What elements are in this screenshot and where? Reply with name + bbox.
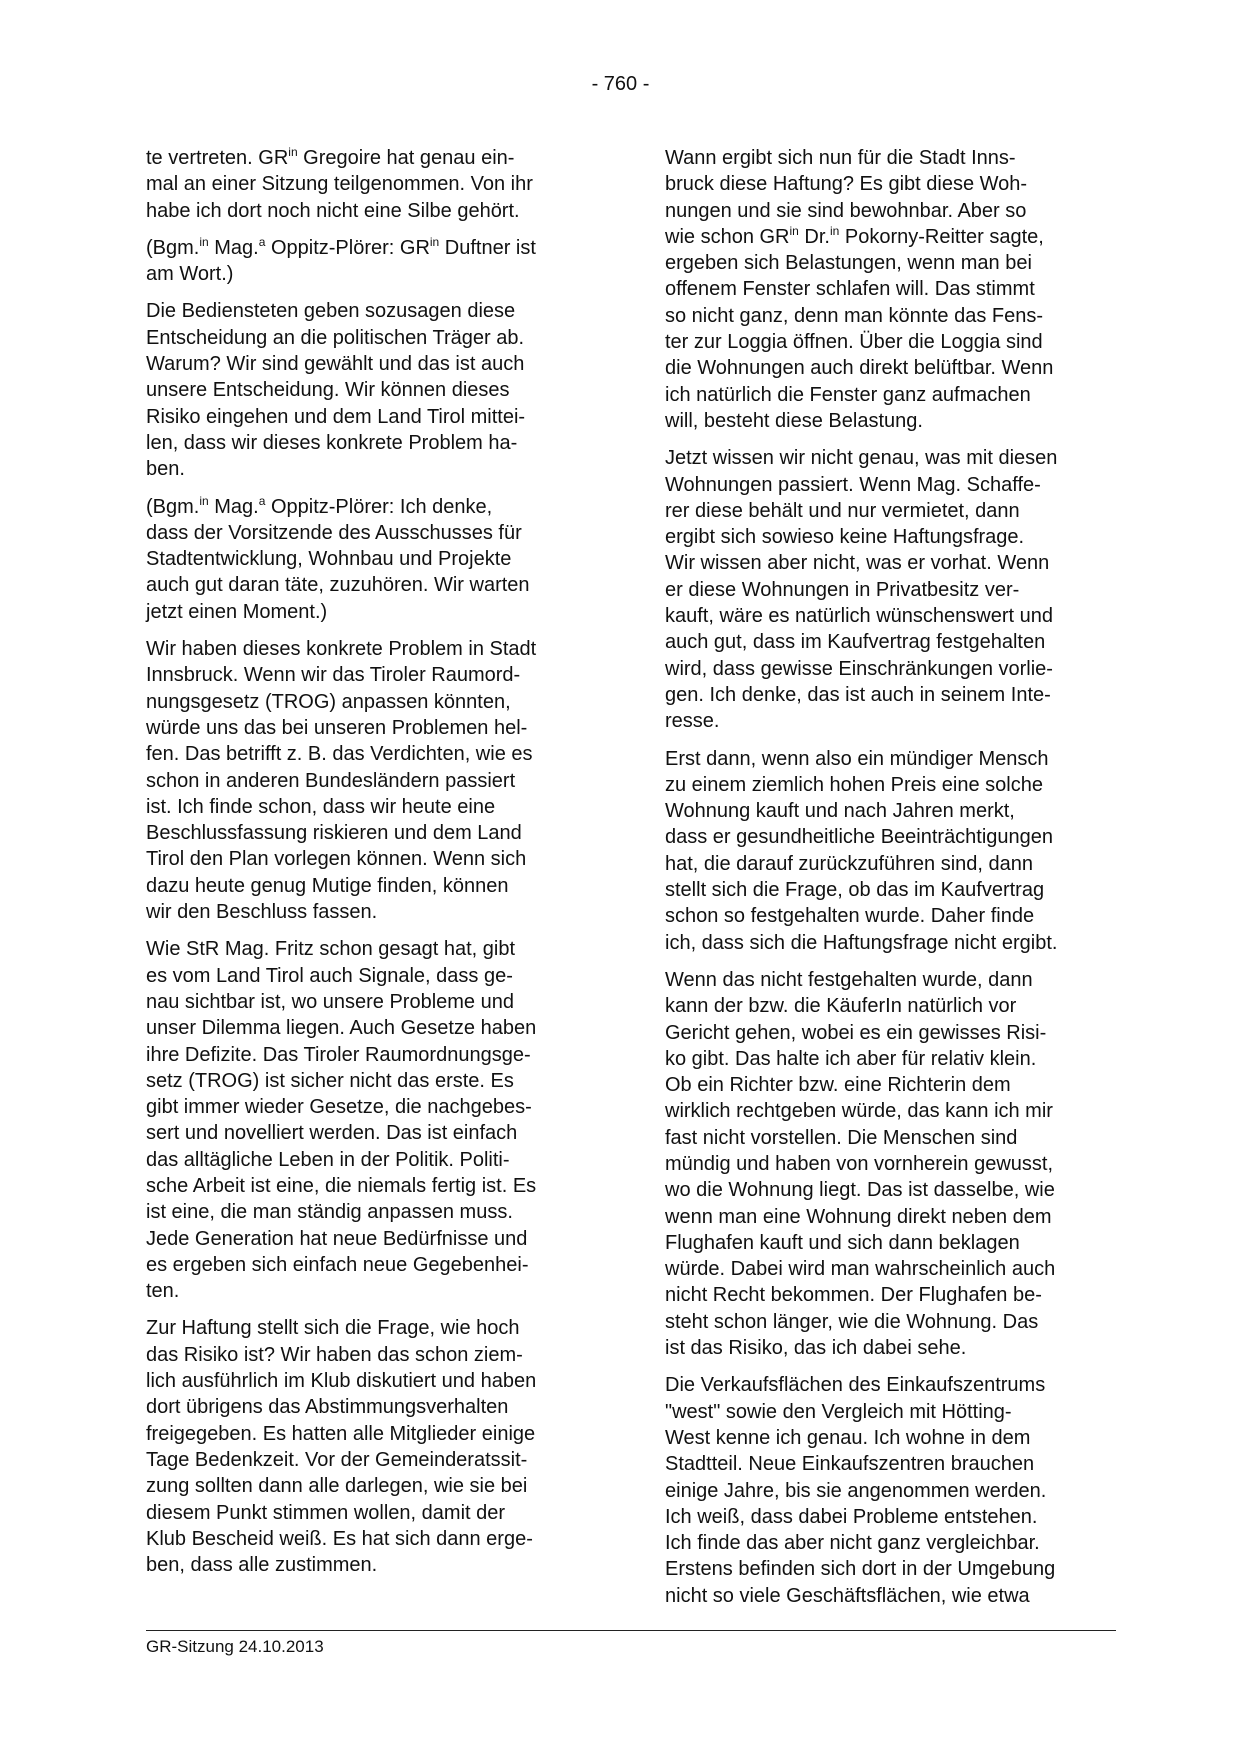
text-run: hat, die darauf zurückzuführen sind, dann: [665, 852, 1034, 875]
text-run: Mag.: [208, 495, 259, 518]
text-run: resse.: [665, 710, 720, 733]
text-line: [146, 198, 588, 224]
text-run: Stadtentwicklung, Wohnbau und Projekte: [146, 548, 512, 571]
text-run: wie schon GR: [665, 225, 790, 248]
text-line: [146, 430, 588, 456]
text-line: [146, 261, 588, 287]
text-run: Dr.: [798, 225, 830, 248]
text-run: unser Dilemma liegen. Auch Gesetze haben: [146, 1017, 537, 1040]
superscript: a: [258, 234, 266, 249]
superscript: in: [199, 234, 209, 249]
text-run: gibt immer wieder Gesetze, die nachgebes-: [146, 1096, 532, 1119]
text-line: [665, 198, 1107, 224]
text-run: dass er gesundheitliche Beeinträchtigungen: [665, 826, 1054, 849]
text-run: len, dass wir dieses konkrete Problem ha-: [146, 431, 518, 454]
text-run: wirklich rechtgeben würde, das kann ich mir: [665, 1100, 1053, 1123]
text-line: [665, 930, 1107, 956]
right-column: [665, 145, 1107, 1620]
text-line: [665, 798, 1107, 824]
text-line: [665, 967, 1107, 993]
text-line: [665, 1478, 1107, 1504]
text-line: [146, 235, 588, 261]
text-line: [146, 820, 588, 846]
text-line: [665, 171, 1107, 197]
text-line: [146, 936, 588, 962]
text-run: jetzt einen Moment.): [146, 600, 328, 623]
paragraph: [665, 145, 1107, 434]
paragraph: [665, 445, 1107, 734]
text-line: [665, 1399, 1107, 1425]
text-run: will, besteht diese Belastung.: [665, 409, 923, 432]
text-run: West kenne ich genau. Ich wohne in dem: [665, 1426, 1031, 1449]
text-line: [665, 772, 1107, 798]
text-line: [146, 1252, 588, 1278]
text-run: Jede Generation hat neue Bedürfnisse und: [146, 1227, 528, 1250]
text-run: ter zur Loggia öffnen. Über die Loggia sind: [665, 331, 1043, 354]
text-run: Warum? Wir sind gewählt und das ist auch: [146, 353, 525, 376]
text-run: würde. Dabei wird man wahrscheinlich auch: [665, 1258, 1056, 1281]
paragraph: [146, 298, 588, 482]
text-line: [665, 708, 1107, 734]
text-run: würde uns das bei unseren Problemen hel-: [146, 716, 528, 739]
text-run: Jetzt wissen wir nicht genau, was mit diesen: [665, 447, 1058, 470]
footer-session-date: GR-Sitzung 24.10.2013: [146, 1637, 324, 1656]
text-run: ko gibt. Das halte ich aber für relativ klein.: [665, 1047, 1037, 1070]
text-line: [665, 1425, 1107, 1451]
text-run: dass der Vorsitzende des Ausschusses für: [146, 521, 522, 544]
text-run: auch gut daran täte, zuzuhören. Wir warten: [146, 574, 530, 597]
text-run: Ich weiß, dass dabei Probleme entstehen.: [665, 1505, 1038, 1528]
text-run: nicht Recht bekommen. Der Flughafen be-: [665, 1284, 1042, 1307]
text-run: Innsbruck. Wenn wir das Tiroler Raumord-: [146, 664, 521, 687]
text-run: nungsgesetz (TROG) anpassen könnten,: [146, 690, 511, 713]
text-run: Klub Bescheid weiß. Es hat sich dann erge-: [146, 1527, 533, 1550]
paragraph: [665, 967, 1107, 1361]
paragraph: [665, 1372, 1107, 1609]
text-line: [665, 629, 1107, 655]
text-run: habe ich dort noch nicht eine Silbe gehört.: [146, 199, 520, 222]
text-line: [146, 989, 588, 1015]
text-line: [146, 1094, 588, 1120]
superscript: a: [258, 493, 266, 508]
text-run: ich natürlich die Fenster ganz aufmachen: [665, 383, 1031, 406]
text-line: [146, 1394, 588, 1420]
text-line: [665, 1177, 1107, 1203]
paragraph: [146, 235, 588, 288]
text-run: freigegeben. Es hatten alle Mitglieder einige: [146, 1422, 536, 1445]
text-run: Zur Haftung stellt sich die Frage, wie hoch: [146, 1317, 520, 1340]
text-line: [146, 494, 588, 520]
text-line: [146, 1552, 588, 1578]
text-line: [146, 520, 588, 546]
text-line: [146, 572, 588, 598]
text-run: zung sollten dann alle darlegen, wie sie bei: [146, 1475, 528, 1498]
text-line: [146, 1342, 588, 1368]
text-line: [146, 1199, 588, 1225]
text-run: Wohnung kauft und nach Jahren merkt,: [665, 800, 1015, 823]
text-run: ten.: [146, 1280, 180, 1303]
text-run: ben, dass alle zustimmen.: [146, 1554, 378, 1577]
text-line: [665, 1335, 1107, 1361]
text-line: [146, 325, 588, 351]
text-run: schon so festgehalten wurde. Daher finde: [665, 905, 1035, 928]
text-run: stellt sich die Frage, ob das im Kaufvertrag: [665, 879, 1045, 902]
text-run: ist das Risiko, das ich dabei sehe.: [665, 1337, 967, 1360]
text-line: [665, 1309, 1107, 1335]
text-run: Tage Bedenkzeit. Vor der Gemeinderatssit-: [146, 1448, 528, 1471]
text-run: Wie StR Mag. Fritz schon gesagt hat, gibt: [146, 938, 516, 961]
text-line: [665, 408, 1107, 434]
text-run: steht schon länger, wie die Wohnung. Das: [665, 1310, 1039, 1333]
text-line: [665, 498, 1107, 524]
text-run: ist. Ich finde schon, dass wir heute eine: [146, 795, 496, 818]
text-line: [665, 1451, 1107, 1477]
text-run: dazu heute genug Mutige finden, können: [146, 874, 509, 897]
text-run: te vertreten. GR: [146, 147, 289, 169]
text-run: Tirol den Plan vorlegen können. Wenn sich: [146, 848, 527, 871]
text-line: [665, 1256, 1107, 1282]
text-run: fen. Das betrifft z. B. das Verdichten, wie es: [146, 743, 533, 766]
text-run: Die Bediensteten geben sozusagen diese: [146, 300, 516, 323]
text-run: Wenn das nicht festgehalten wurde, dann: [665, 968, 1033, 991]
text-line: [146, 1068, 588, 1094]
text-run: Wohnungen passiert. Wenn Mag. Schaffe-: [665, 473, 1041, 496]
text-run: ergibt sich sowieso keine Haftungsfrage.: [665, 526, 1025, 549]
text-run: Flughafen kauft und sich dann beklagen: [665, 1231, 1020, 1254]
text-line: [146, 546, 588, 572]
text-line: [665, 382, 1107, 408]
text-run: Ob ein Richter bzw. eine Richterin dem: [665, 1074, 1011, 1097]
paragraph: [146, 636, 588, 925]
text-line: [665, 145, 1107, 171]
text-line: [665, 1020, 1107, 1046]
text-line: [146, 899, 588, 925]
text-run: Mag.: [208, 236, 259, 259]
text-run: mal an einer Sitzung teilgenommen. Von ihr: [146, 173, 533, 196]
text-run: "west" sowie den Vergleich mit Hötting-: [665, 1400, 1012, 1423]
text-run: auch gut, dass im Kaufvertrag festgehalten: [665, 631, 1046, 654]
text-run: Ich finde das aber nicht ganz vergleichbar.: [665, 1532, 1040, 1555]
text-line: [146, 1447, 588, 1473]
text-line: [665, 1125, 1107, 1151]
text-line: [146, 1526, 588, 1552]
text-run: ben.: [146, 458, 185, 481]
text-line: [146, 171, 588, 197]
text-line: [665, 276, 1107, 302]
text-run: Stadtteil. Neue Einkaufszentren brauchen: [665, 1453, 1035, 1476]
text-run: das Risiko ist? Wir haben das schon ziem-: [146, 1343, 523, 1366]
text-line: [146, 377, 588, 403]
text-line: [665, 550, 1107, 576]
text-line: [665, 877, 1107, 903]
text-run: Pokorny-Reitter sagte,: [839, 225, 1044, 248]
text-line: [665, 1151, 1107, 1177]
text-line: [146, 662, 588, 688]
text-run: setz (TROG) ist sicher nicht das erste. Es: [146, 1069, 514, 1092]
text-line: [146, 599, 588, 625]
text-line: [665, 1072, 1107, 1098]
text-run: einige Jahre, bis sie angenommen werden.: [665, 1479, 1047, 1502]
text-line: [146, 741, 588, 767]
text-line: [146, 1015, 588, 1041]
text-line: [146, 351, 588, 377]
text-run: gen. Ich denke, das ist auch in seinem Inte-: [665, 683, 1051, 706]
text-line: [146, 715, 588, 741]
footer-divider: [146, 1630, 1116, 1631]
text-line: [665, 851, 1107, 877]
text-run: offenem Fenster schlafen will. Das stimmt: [665, 278, 1035, 301]
text-run: wir den Beschluss fassen.: [146, 901, 378, 924]
text-run: sert und novelliert werden. Das ist einfach: [146, 1122, 518, 1145]
text-run: am Wort.): [146, 263, 234, 286]
text-line: [146, 846, 588, 872]
text-run: es vom Land Tirol auch Signale, dass ge-: [146, 964, 513, 987]
text-run: Oppitz-Plörer: Ich denke,: [265, 495, 493, 518]
text-run: es ergeben sich einfach neue Gegebenhei-: [146, 1253, 529, 1276]
page-number: - 760 -: [591, 73, 650, 95]
text-line: [665, 445, 1107, 471]
text-run: so nicht ganz, denn man könnte das Fens-: [665, 304, 1044, 327]
text-run: Oppitz-Plörer: GR: [265, 236, 430, 259]
text-line: [665, 824, 1107, 850]
text-line: [665, 1046, 1107, 1072]
text-line: [146, 1368, 588, 1394]
text-run: nau sichtbar ist, wo unsere Probleme und: [146, 990, 514, 1013]
text-line: [146, 298, 588, 324]
text-line: [146, 1226, 588, 1252]
text-run: Risiko eingehen und dem Land Tirol mittei-: [146, 405, 526, 428]
text-line: [665, 1098, 1107, 1124]
text-run: rer diese behält und nur vermietet, dann: [665, 499, 1020, 522]
text-line: [146, 768, 588, 794]
text-line: [665, 1504, 1107, 1530]
text-line: [146, 1500, 588, 1526]
superscript: in: [288, 145, 298, 159]
paragraph: [146, 1315, 588, 1578]
text-line: [146, 963, 588, 989]
text-line: [146, 1315, 588, 1341]
text-run: bruck diese Haftung? Es gibt diese Woh-: [665, 173, 1028, 196]
text-run: kann der bzw. die KäuferIn natürlich vor: [665, 995, 1017, 1018]
text-run: Die Verkaufsflächen des Einkaufszentrums: [665, 1374, 1046, 1397]
text-run: wird, dass gewisse Einschränkungen vorlie-: [665, 657, 1053, 680]
text-line: [665, 903, 1107, 929]
text-run: sche Arbeit ist eine, die niemals fertig ist. Es: [146, 1174, 537, 1197]
text-run: unsere Entscheidung. Wir können dieses: [146, 379, 510, 402]
text-run: kauft, wäre es natürlich wünschenswert und: [665, 605, 1053, 628]
text-line: [665, 746, 1107, 772]
text-run: Wann ergibt sich nun für die Stadt Inns-: [665, 147, 1016, 169]
text-run: (Bgm.: [146, 495, 200, 518]
text-line: [665, 329, 1107, 355]
paragraph: [146, 936, 588, 1304]
text-line: [146, 404, 588, 430]
text-run: wenn man eine Wohnung direkt neben dem: [665, 1205, 1052, 1228]
text-line: [146, 689, 588, 715]
text-line: [665, 603, 1107, 629]
text-line: [665, 1583, 1107, 1609]
text-line: [665, 303, 1107, 329]
text-run: Erstens befinden sich dort in der Umgebung: [665, 1558, 1056, 1581]
text-line: [665, 224, 1107, 250]
text-run: Gregoire hat genau ein-: [297, 147, 515, 169]
text-run: wo die Wohnung liegt. Das ist dasselbe, wie: [665, 1179, 1055, 1202]
text-line: [146, 1120, 588, 1146]
text-line: [146, 145, 588, 171]
text-run: nicht so viele Geschäftsflächen, wie etwa: [665, 1584, 1030, 1607]
text-run: ich, dass sich die Haftungsfrage nicht ergibt.: [665, 931, 1058, 954]
text-run: lich ausführlich im Klub diskutiert und haben: [146, 1370, 537, 1393]
text-line: [665, 472, 1107, 498]
text-run: nungen und sie sind bewohnbar. Aber so: [665, 199, 1027, 222]
text-run: Duftner ist: [439, 236, 536, 259]
text-run: fast nicht vorstellen. Die Menschen sind: [665, 1126, 1018, 1149]
text-run: ergeben sich Belastungen, wenn man bei: [665, 252, 1032, 275]
text-line: [665, 355, 1107, 381]
text-run: Beschlussfassung riskieren und dem Land: [146, 822, 522, 845]
text-run: er diese Wohnungen in Privatbesitz ver-: [665, 578, 1020, 601]
text-run: das alltägliche Leben in der Politik. Politi-: [146, 1148, 510, 1171]
text-run: Wir wissen aber nicht, was er vorhat. Wenn: [665, 552, 1050, 575]
text-run: die Wohnungen auch direkt belüftbar. Wenn: [665, 357, 1054, 380]
text-run: Wir haben dieses konkrete Problem in Stadt: [146, 638, 537, 661]
paragraph: [665, 746, 1107, 956]
text-line: [665, 993, 1107, 1019]
paragraph: [146, 145, 588, 224]
text-line: [146, 873, 588, 899]
text-line: [146, 636, 588, 662]
superscript: in: [199, 493, 209, 508]
text-line: [665, 524, 1107, 550]
text-run: ihre Defizite. Das Tiroler Raumordnungsge-: [146, 1043, 531, 1066]
text-line: [146, 1042, 588, 1068]
text-line: [665, 1556, 1107, 1582]
text-line: [146, 1278, 588, 1304]
text-line: [665, 1372, 1107, 1398]
text-line: [146, 1473, 588, 1499]
text-line: [665, 1204, 1107, 1230]
superscript: in: [829, 223, 840, 238]
text-run: zu einem ziemlich hohen Preis eine solche: [665, 773, 1043, 796]
text-run: ist eine, die man ständig anpassen muss.: [146, 1201, 513, 1224]
text-line: [146, 1421, 588, 1447]
text-line: [665, 250, 1107, 276]
text-line: [665, 1530, 1107, 1556]
superscript: in: [789, 223, 799, 238]
text-line: [146, 456, 588, 482]
left-column: [146, 145, 588, 1589]
text-line: [665, 577, 1107, 603]
text-line: [146, 1173, 588, 1199]
text-line: [146, 1147, 588, 1173]
text-line: [665, 656, 1107, 682]
text-line: [665, 1282, 1107, 1308]
text-run: Entscheidung an die politischen Träger ab.: [146, 326, 525, 349]
text-run: diesem Punkt stimmen wollen, damit der: [146, 1501, 506, 1524]
text-run: dort übrigens das Abstimmungsverhalten: [146, 1396, 509, 1419]
text-run: Erst dann, wenn also ein mündiger Mensch: [665, 747, 1049, 770]
text-run: schon in anderen Bundesländern passiert: [146, 769, 516, 792]
text-run: Gericht gehen, wobei es ein gewisses Risi-: [665, 1021, 1047, 1044]
superscript: in: [429, 234, 440, 249]
paragraph: [146, 494, 588, 625]
text-run: (Bgm.: [146, 236, 200, 259]
text-line: [665, 682, 1107, 708]
text-line: [146, 794, 588, 820]
text-run: mündig und haben von vornherein gewusst,: [665, 1152, 1054, 1175]
text-line: [665, 1230, 1107, 1256]
